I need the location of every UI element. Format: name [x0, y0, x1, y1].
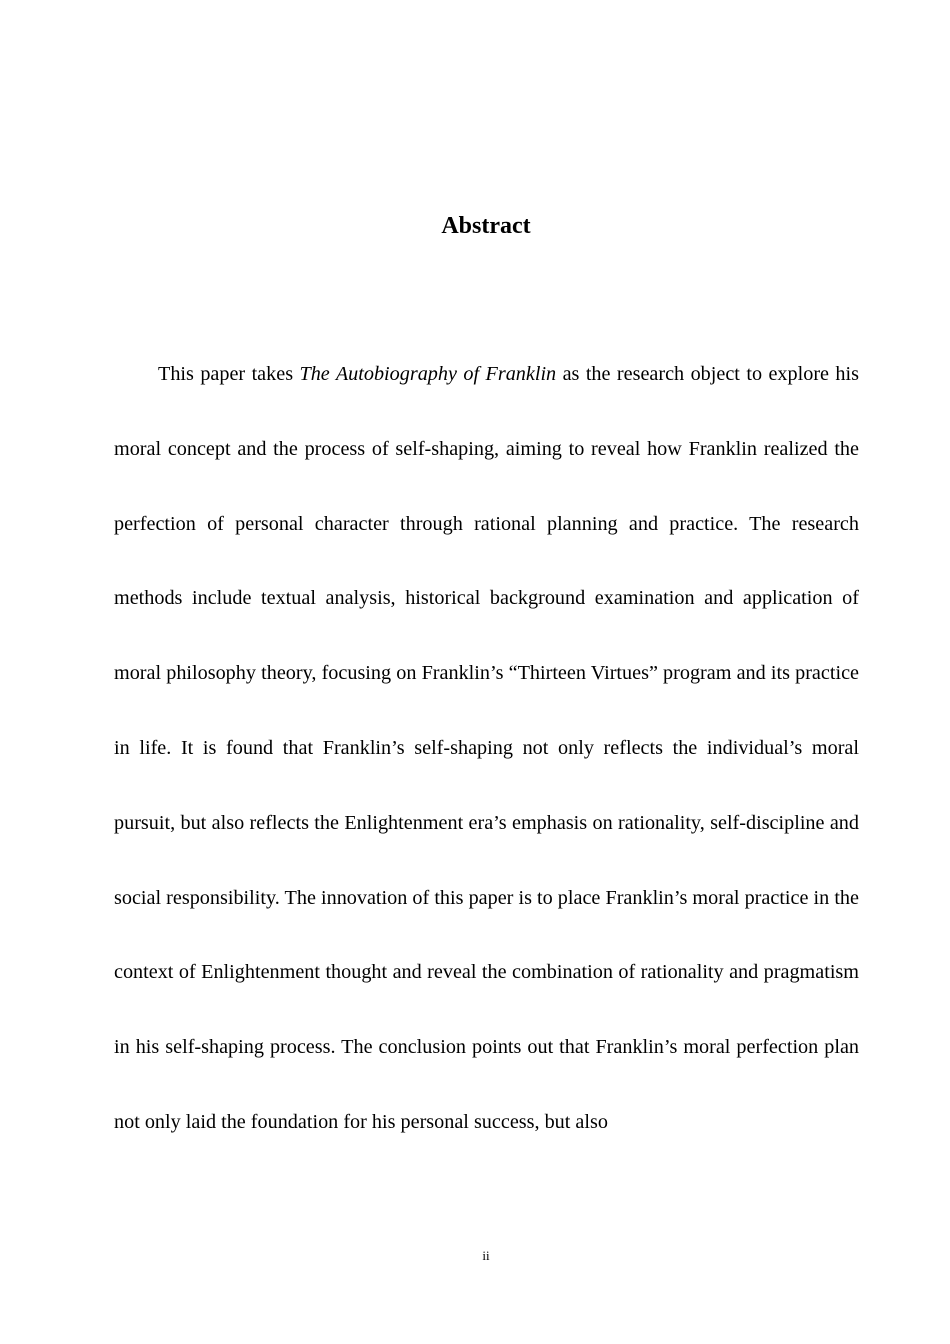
abstract-heading: Abstract [441, 213, 531, 239]
page-number: ii [482, 1248, 490, 1263]
abstract-lead-text: This paper takes [158, 363, 300, 385]
book-title: The Autobiography of Franklin [299, 363, 557, 385]
abstract-paragraph [114, 337, 859, 1160]
abstract-body-text: as the research object to explore his moral concept and the process of self-shaping, aiming to reveal how Franklin realized the perfection of personal character through rational planning and practice. The research methods include textual analysis, historical background examination and application of moral philosophy theory, focusing on Franklin’s “Thirteen Virtues” program and its practice in life. It is found that Franklin’s self-shaping not only reflects the individual’s moral pursuit, but also reflects the Enlightenment era’s emphasis on rationality, self-discipline and social responsibility. The innovation of this paper is to place Franklin’s moral practice in the context of Enlightenment thought and reveal the combination of rationality and pragmatism in his self-shaping process. The conclusion points out that Franklin’s moral perfection plan not only laid the foundation for his personal success, but also [114, 363, 859, 1133]
